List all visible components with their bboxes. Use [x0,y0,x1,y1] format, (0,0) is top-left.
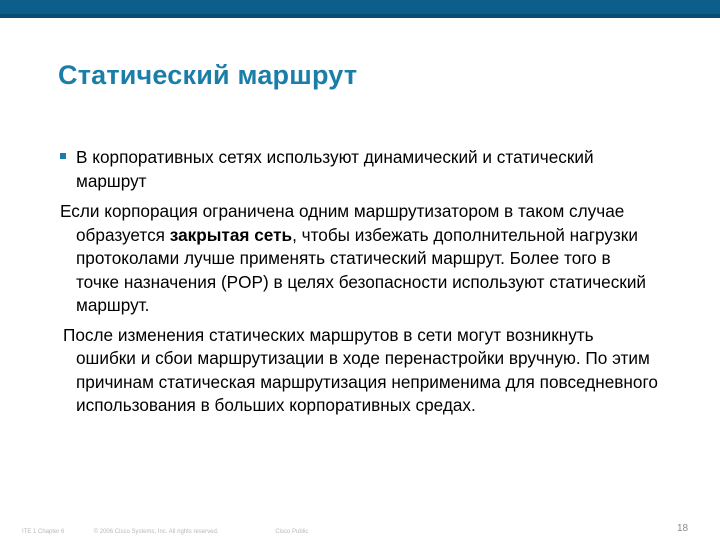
square-bullet-icon [60,153,66,159]
footer-classification: Cisco Public [275,529,309,535]
bullet-text: В корпоративных сетях используют динамический и статический маршрут [76,147,594,191]
paragraph-closed-network [58,200,658,318]
bold-term: закрытая сеть [169,224,293,245]
slide-title: Статический маршрут [58,60,358,90]
header-bar-stripe [0,14,720,18]
paragraph-reconfiguration [58,324,658,418]
paragraph-text-start: Если корпорация ограничена одним маршрутизатором в таком случае образуется [60,201,625,245]
footer-course: ITE 1 Chapter 6 [22,529,65,535]
bullet-item [58,146,658,193]
paragraph-text: После изменения статических маршрутов в сети могут возникнуть ошибки и сбои маршрутизации в ходе перенастройки вручную. По этим причинам статическая маршрутизация неприменима для повседневного использования в больших корпоративных средах. [63,324,658,415]
paragraph-text-end: , чтобы избежать дополнительной нагрузки протоколами лучше применять статический маршрут. Более того в точке назначения (POP) в целях безопасности используют статический маршрут. [76,224,647,315]
slide-content [58,146,658,424]
footer [22,529,308,535]
footer-copyright: © 2006 Cisco Systems, Inc. All rights reserved. [93,529,219,535]
page-number: 18 [677,523,689,534]
header-bar [0,0,720,18]
